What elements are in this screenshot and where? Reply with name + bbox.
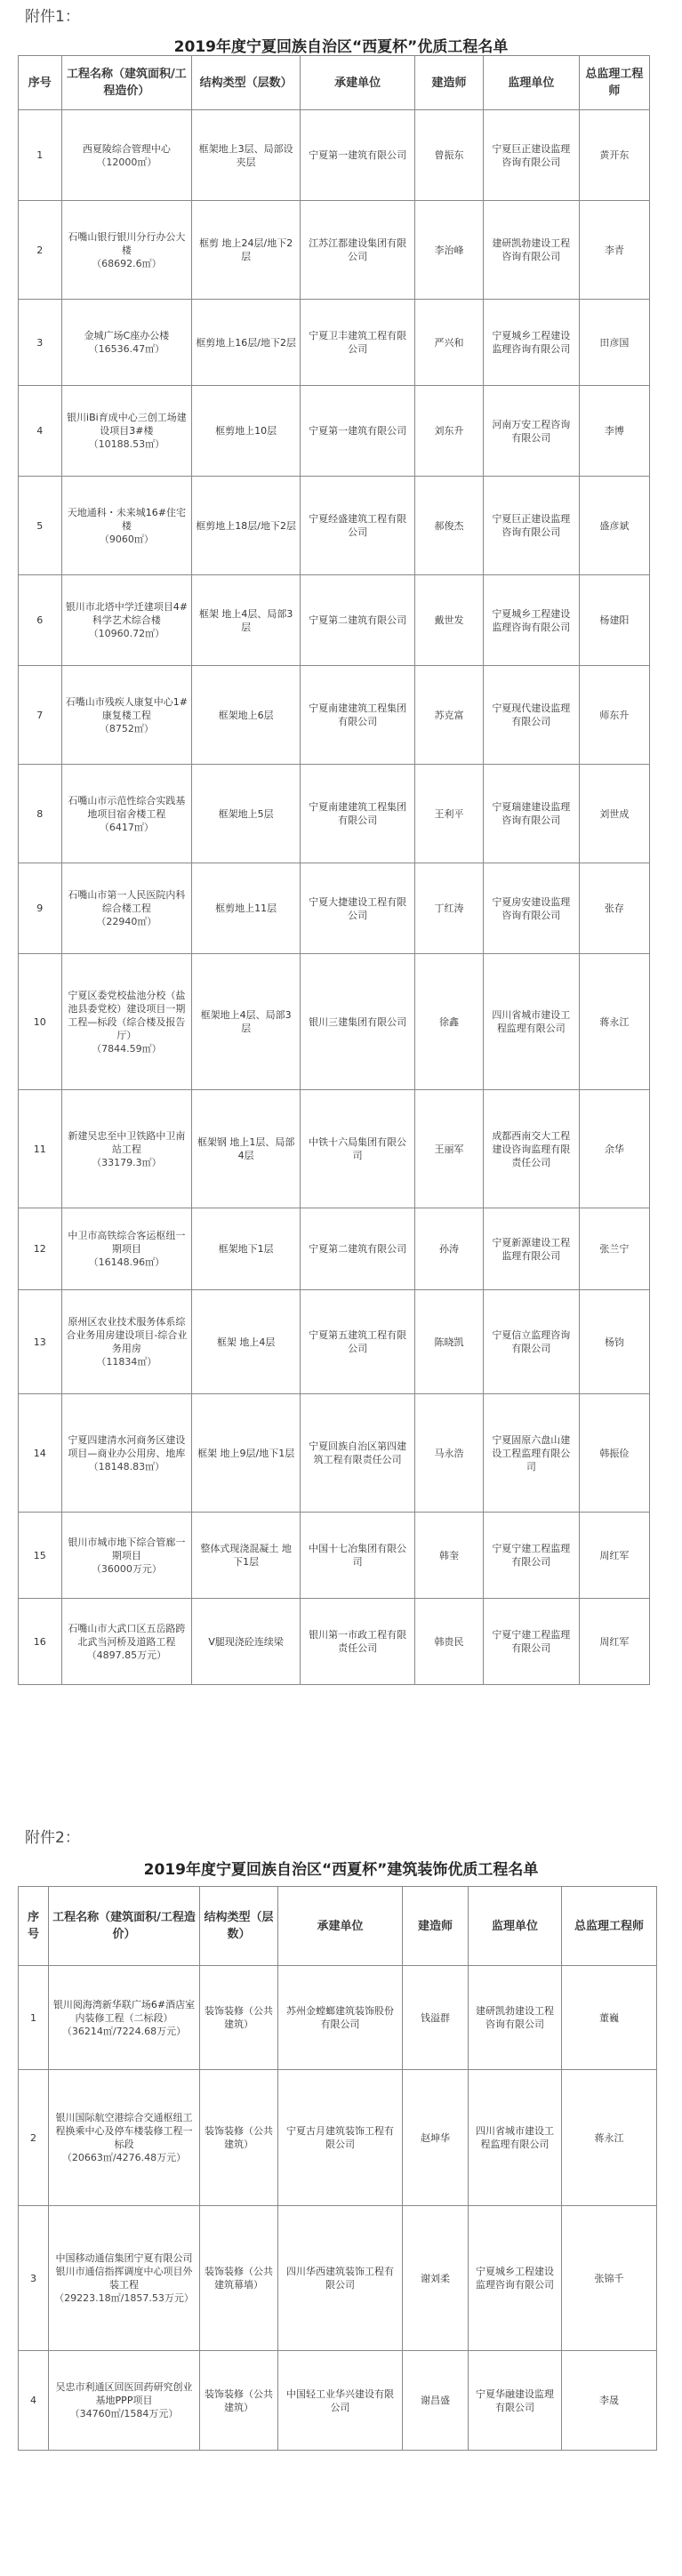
- cell-supervisor: 宁夏宁建工程监理有限公司: [483, 1513, 579, 1599]
- attachment-1-label: 附件1：: [25, 8, 80, 26]
- cell-pm: 王丽军: [415, 1090, 484, 1208]
- cell-struct: 装饰装修（公共建筑）: [200, 1966, 278, 2070]
- table-row: [19, 1208, 650, 1290]
- cell-struct: 装饰装修（公共建筑）: [200, 2351, 278, 2451]
- cell-area: （10188.53㎡）: [88, 438, 165, 450]
- cell-supervisor: 宁夏房安建设监理咨询有限公司: [483, 863, 579, 954]
- table-1-header-row: [19, 56, 650, 110]
- cell-no: 4: [19, 386, 62, 477]
- cell-chief: 蒋永江: [579, 954, 649, 1090]
- table-2-title: 2019年度宁夏回族自治区“西夏杯”建筑装饰优质工程名单: [143, 1861, 539, 1879]
- header-pm: 建造师: [415, 56, 484, 110]
- cell-chief: 杨钧: [579, 1290, 649, 1394]
- cell-struct: 框架地上6层: [192, 666, 301, 765]
- cell-area: （29223.18㎡/1857.53万元）: [54, 2292, 194, 2304]
- cell-struct: 框架钢 地上1层、局部4层: [192, 1090, 301, 1208]
- cell-name: 原州区农业技术服务体系综合业务用房建设项目-综合业务用房 （11834㎡）: [61, 1290, 192, 1394]
- cell-builder: 宁夏第一建筑有限公司: [301, 386, 415, 477]
- table-row: [19, 2070, 657, 2206]
- table-2: [18, 1886, 657, 2451]
- table-row: [19, 1290, 650, 1394]
- table-row: [19, 201, 650, 300]
- cell-area: （22940㎡）: [96, 916, 157, 927]
- table-row: [19, 863, 650, 954]
- cell-chief: 杨建阳: [579, 575, 649, 666]
- cell-no: 9: [19, 863, 62, 954]
- cell-pm: 徐鑫: [415, 954, 484, 1090]
- table-row: [19, 386, 650, 477]
- cell-supervisor: 宁夏巨正建设监理咨询有限公司: [483, 477, 579, 575]
- cell-pm: 韩贵民: [415, 1599, 484, 1685]
- cell-chief: 张锦千: [562, 2206, 657, 2351]
- cell-supervisor: 河南万安工程咨询有限公司: [483, 386, 579, 477]
- cell-pm: 王利平: [415, 765, 484, 863]
- cell-struct: 框剪地上16层/地下2层: [192, 300, 301, 386]
- header-pm: 建造师: [403, 1887, 469, 1966]
- cell-builder: 中国轻工业华兴建设有限公司: [278, 2351, 403, 2451]
- cell-builder: 宁夏南建建筑工程集团有限公司: [301, 765, 415, 863]
- cell-chief: 黄开东: [579, 110, 649, 201]
- cell-struct: 框架 地上4层、局部3层: [192, 575, 301, 666]
- cell-area: （16536.47㎡）: [88, 343, 165, 355]
- cell-name: 石嘴山市第一人民医院内科综合楼工程 （22940㎡）: [61, 863, 192, 954]
- table-row: [19, 666, 650, 765]
- cell-builder: 宁夏大捷建设工程有限公司: [301, 863, 415, 954]
- cell-chief: 余华: [579, 1090, 649, 1208]
- cell-supervisor: 宁夏固原六盘山建设工程监理有限公司: [483, 1394, 579, 1513]
- cell-no: 14: [19, 1394, 62, 1513]
- cell-name: 银川阅海湾新华联广场6#酒店室内装修工程（二标段） （36214㎡/7224.68万元）: [49, 1966, 200, 2070]
- cell-supervisor: 宁夏宁建工程监理有限公司: [483, 1599, 579, 1685]
- cell-chief: 盛彦斌: [579, 477, 649, 575]
- cell-chief: 张兰宁: [579, 1208, 649, 1290]
- header-no: 序号: [19, 1887, 49, 1966]
- cell-no: 1: [19, 1966, 49, 2070]
- cell-struct: 框剪地上11层: [192, 863, 301, 954]
- cell-area: （16148.96㎡）: [88, 1256, 165, 1268]
- header-supervisor: 监理单位: [469, 1887, 562, 1966]
- cell-struct: 框架地上5层: [192, 765, 301, 863]
- cell-supervisor: 四川省城市建设工程监理有限公司: [469, 2070, 562, 2206]
- table-row: [19, 477, 650, 575]
- cell-name: 银川iBi育成中心三创工场建设项目3#楼 （10188.53㎡）: [61, 386, 192, 477]
- cell-builder: 四川华西建筑装饰工程有限公司: [278, 2206, 403, 2351]
- cell-pm: 苏克富: [415, 666, 484, 765]
- cell-pm: 李治峰: [415, 201, 484, 300]
- cell-chief: 韩振俭: [579, 1394, 649, 1513]
- cell-area: （7844.59㎡）: [92, 1042, 162, 1055]
- header-chief: 总监理工程师: [562, 1887, 657, 1966]
- cell-name: 银川市北塔中学迁建项目4#科学艺术综合楼 （10960.72㎡）: [61, 575, 192, 666]
- table-row: [19, 110, 650, 201]
- cell-area: （33179.3㎡）: [92, 1156, 162, 1168]
- header-chief: 总监理工程师: [579, 56, 649, 110]
- cell-builder: 宁夏古月建筑装饰工程有限公司: [278, 2070, 403, 2206]
- table-2-header-row: [19, 1887, 657, 1966]
- table-row: [19, 1966, 657, 2070]
- cell-name: 新建吴忠至中卫铁路中卫南站工程 （33179.3㎡）: [61, 1090, 192, 1208]
- cell-supervisor: 建研凯勃建设工程咨询有限公司: [469, 1966, 562, 2070]
- cell-area: （20663㎡/4276.48万元）: [61, 2152, 187, 2163]
- table-row: [19, 1599, 650, 1685]
- table-row: [19, 2351, 657, 2451]
- cell-chief: 李博: [579, 386, 649, 477]
- cell-builder: 宁夏经盛建筑工程有限公司: [301, 477, 415, 575]
- header-name: 工程名称（建筑面积/工程造价）: [61, 56, 192, 110]
- table-row: [19, 1090, 650, 1208]
- cell-no: 10: [19, 954, 62, 1090]
- cell-struct: 框架地下1层: [192, 1208, 301, 1290]
- cell-struct: 框剪 地上24层/地下2层: [192, 201, 301, 300]
- cell-struct: 框架地上4层、局部3层: [192, 954, 301, 1090]
- cell-supervisor: 宁夏城乡工程建设监理咨询有限公司: [469, 2206, 562, 2351]
- cell-area: （10960.72㎡）: [88, 628, 165, 639]
- cell-chief: 周红军: [579, 1599, 649, 1685]
- cell-pm: 曾振东: [415, 110, 484, 201]
- cell-no: 5: [19, 477, 62, 575]
- cell-struct: V腿现浇砼连续梁: [192, 1599, 301, 1685]
- table-row: [19, 300, 650, 386]
- cell-supervisor: 建研凯勃建设工程咨询有限公司: [483, 201, 579, 300]
- cell-name: 中卫市高铁综合客运枢纽一期项目 （16148.96㎡）: [61, 1208, 192, 1290]
- cell-area: （8752㎡）: [99, 722, 154, 734]
- cell-pm: 钱溢群: [403, 1966, 469, 2070]
- cell-supervisor: 宁夏现代建设监理有限公司: [483, 666, 579, 765]
- cell-area: （4897.85万元）: [86, 1649, 167, 1661]
- cell-name: 银川市城市地下综合管廊一期项目 （36000万元）: [61, 1513, 192, 1599]
- cell-struct: 框剪地上18层/地下2层: [192, 477, 301, 575]
- table-1-title: 2019年度宁夏回族自治区“西夏杯”优质工程名单: [173, 38, 509, 56]
- cell-builder: 宁夏第五建筑工程有限公司: [301, 1290, 415, 1394]
- cell-name: 宁夏四建清水河商务区建设项目—商业办公用房、地库 （18148.83㎡）: [61, 1394, 192, 1513]
- cell-builder: 银川三建集团有限公司: [301, 954, 415, 1090]
- cell-area: （11834㎡）: [96, 1356, 157, 1368]
- cell-no: 3: [19, 300, 62, 386]
- cell-builder: 宁夏南建建筑工程集团有限公司: [301, 666, 415, 765]
- cell-pm: 赵坤华: [403, 2070, 469, 2206]
- cell-chief: 董巍: [562, 1966, 657, 2070]
- cell-name: 石嘴山市示范性综合实践基地项目宿舍楼工程 （6417㎡）: [61, 765, 192, 863]
- cell-supervisor: 宁夏华融建设监理有限公司: [469, 2351, 562, 2451]
- cell-pm: 陈晓凯: [415, 1290, 484, 1394]
- cell-name: 金城广场C座办公楼 （16536.47㎡）: [61, 300, 192, 386]
- cell-chief: 李青: [579, 201, 649, 300]
- cell-supervisor: 四川省城市建设工程监理有限公司: [483, 954, 579, 1090]
- table-row: [19, 1513, 650, 1599]
- cell-builder: 宁夏第二建筑有限公司: [301, 1208, 415, 1290]
- table-1: [18, 55, 650, 1685]
- cell-no: 1: [19, 110, 62, 201]
- cell-area: （34760㎡/1584万元）: [69, 2408, 179, 2420]
- cell-chief: 蒋永江: [562, 2070, 657, 2206]
- cell-name: 吴忠市利通区回医回药研究创业基地PPP项目 （34760㎡/1584万元）: [49, 2351, 200, 2451]
- cell-name: 中国移动通信集团宁夏有限公司银川市通信指挥调度中心项目外装工程 （29223.18㎡/1857.53万元）: [49, 2206, 200, 2351]
- cell-area: （9060㎡）: [99, 533, 154, 545]
- cell-area: （68692.6㎡）: [92, 257, 162, 269]
- cell-no: 3: [19, 2206, 49, 2351]
- cell-chief: 李晟: [562, 2351, 657, 2451]
- cell-builder: 中国十七冶集团有限公司: [301, 1513, 415, 1599]
- table-row: [19, 765, 650, 863]
- cell-supervisor: 宁夏新源建设工程监理有限公司: [483, 1208, 579, 1290]
- cell-supervisor: 宁夏信立监理咨询有限公司: [483, 1290, 579, 1394]
- cell-no: 6: [19, 575, 62, 666]
- header-struct: 结构类型（层数）: [192, 56, 301, 110]
- attachment-2-label: 附件2：: [25, 1829, 80, 1847]
- header-no: 序号: [19, 56, 62, 110]
- cell-no: 2: [19, 2070, 49, 2206]
- cell-name: 银川国际航空港综合交通枢纽工程换乘中心及停车楼装修工程一标段 （20663㎡/4276.48万元）: [49, 2070, 200, 2206]
- cell-struct: 装饰装修（公共建筑幕墙）: [200, 2206, 278, 2351]
- cell-area: （36214㎡/7224.68万元）: [61, 2025, 187, 2037]
- cell-pm: 谢昌盛: [403, 2351, 469, 2451]
- cell-area: （36000万元）: [91, 1562, 162, 1575]
- cell-name: 宁夏区委党校盐池分校（盐池县委党校）建设项目一期工程—标段（综合楼及报告厅） （7844.59㎡）: [61, 954, 192, 1090]
- cell-pm: 丁红涛: [415, 863, 484, 954]
- cell-no: 12: [19, 1208, 62, 1290]
- cell-no: 13: [19, 1290, 62, 1394]
- cell-supervisor: 宁夏瑞建建设监理咨询有限公司: [483, 765, 579, 863]
- header-name: 工程名称（建筑面积/工程造价）: [49, 1887, 200, 1966]
- cell-name: 天地通科・未来城16#住宅楼 （9060㎡）: [61, 477, 192, 575]
- cell-name: 西夏陵综合管理中心 （12000㎡）: [61, 110, 192, 201]
- cell-supervisor: 成都西南交大工程建设咨询监理有限责任公司: [483, 1090, 579, 1208]
- table-row: [19, 1394, 650, 1513]
- table-row: [19, 2206, 657, 2351]
- cell-no: 7: [19, 666, 62, 765]
- cell-struct: 框剪地上10层: [192, 386, 301, 477]
- header-builder: 承建单位: [278, 1887, 403, 1966]
- cell-no: 16: [19, 1599, 62, 1685]
- cell-supervisor: 宁夏城乡工程建设监理咨询有限公司: [483, 300, 579, 386]
- cell-pm: 戴世发: [415, 575, 484, 666]
- cell-builder: 银川第一市政工程有限责任公司: [301, 1599, 415, 1685]
- cell-no: 15: [19, 1513, 62, 1599]
- cell-area: （12000㎡）: [96, 156, 157, 168]
- cell-chief: 师东升: [579, 666, 649, 765]
- cell-chief: 田彦国: [579, 300, 649, 386]
- cell-chief: 张存: [579, 863, 649, 954]
- cell-name: 石嘴山市残疾人康复中心1#康复楼工程 （8752㎡）: [61, 666, 192, 765]
- cell-no: 4: [19, 2351, 49, 2451]
- cell-builder: 中铁十六局集团有限公司: [301, 1090, 415, 1208]
- cell-no: 8: [19, 765, 62, 863]
- header-supervisor: 监理单位: [483, 56, 579, 110]
- table-row: [19, 954, 650, 1090]
- header-struct: 结构类型（层数）: [200, 1887, 278, 1966]
- cell-builder: 宁夏第一建筑有限公司: [301, 110, 415, 201]
- cell-no: 11: [19, 1090, 62, 1208]
- cell-no: 2: [19, 201, 62, 300]
- cell-builder: 江苏江都建设集团有限公司: [301, 201, 415, 300]
- cell-builder: 苏州金螳螂建筑装饰股份有限公司: [278, 1966, 403, 2070]
- cell-builder: 宁夏回族自治区第四建筑工程有限责任公司: [301, 1394, 415, 1513]
- cell-builder: 宁夏第二建筑有限公司: [301, 575, 415, 666]
- cell-supervisor: 宁夏城乡工程建设监理咨询有限公司: [483, 575, 579, 666]
- table-row: [19, 575, 650, 666]
- cell-struct: 框架 地上4层: [192, 1290, 301, 1394]
- cell-struct: 整体式现浇混凝土 地下1层: [192, 1513, 301, 1599]
- cell-chief: 刘世成: [579, 765, 649, 863]
- cell-pm: 谢刘柔: [403, 2206, 469, 2351]
- header-builder: 承建单位: [301, 56, 415, 110]
- cell-pm: 郝俊杰: [415, 477, 484, 575]
- cell-pm: 严兴和: [415, 300, 484, 386]
- cell-name: 石嘴山市大武口区五岳路跨北武当河桥及道路工程 （4897.85万元）: [61, 1599, 192, 1685]
- cell-pm: 刘东升: [415, 386, 484, 477]
- cell-name: 石嘴山银行银川分行办公大楼 （68692.6㎡）: [61, 201, 192, 300]
- cell-builder: 宁夏卫丰建筑工程有限公司: [301, 300, 415, 386]
- cell-struct: 装饰装修（公共建筑）: [200, 2070, 278, 2206]
- cell-struct: 框架 地上9层/地下1层: [192, 1394, 301, 1513]
- cell-area: （6417㎡）: [99, 821, 154, 833]
- cell-pm: 韩奎: [415, 1513, 484, 1599]
- cell-pm: 马永浩: [415, 1394, 484, 1513]
- cell-chief: 周红军: [579, 1513, 649, 1599]
- cell-supervisor: 宁夏巨正建设监理咨询有限公司: [483, 110, 579, 201]
- cell-area: （18148.83㎡）: [88, 1460, 165, 1473]
- cell-pm: 孙涛: [415, 1208, 484, 1290]
- cell-struct: 框架地上3层、局部设夹层: [192, 110, 301, 201]
